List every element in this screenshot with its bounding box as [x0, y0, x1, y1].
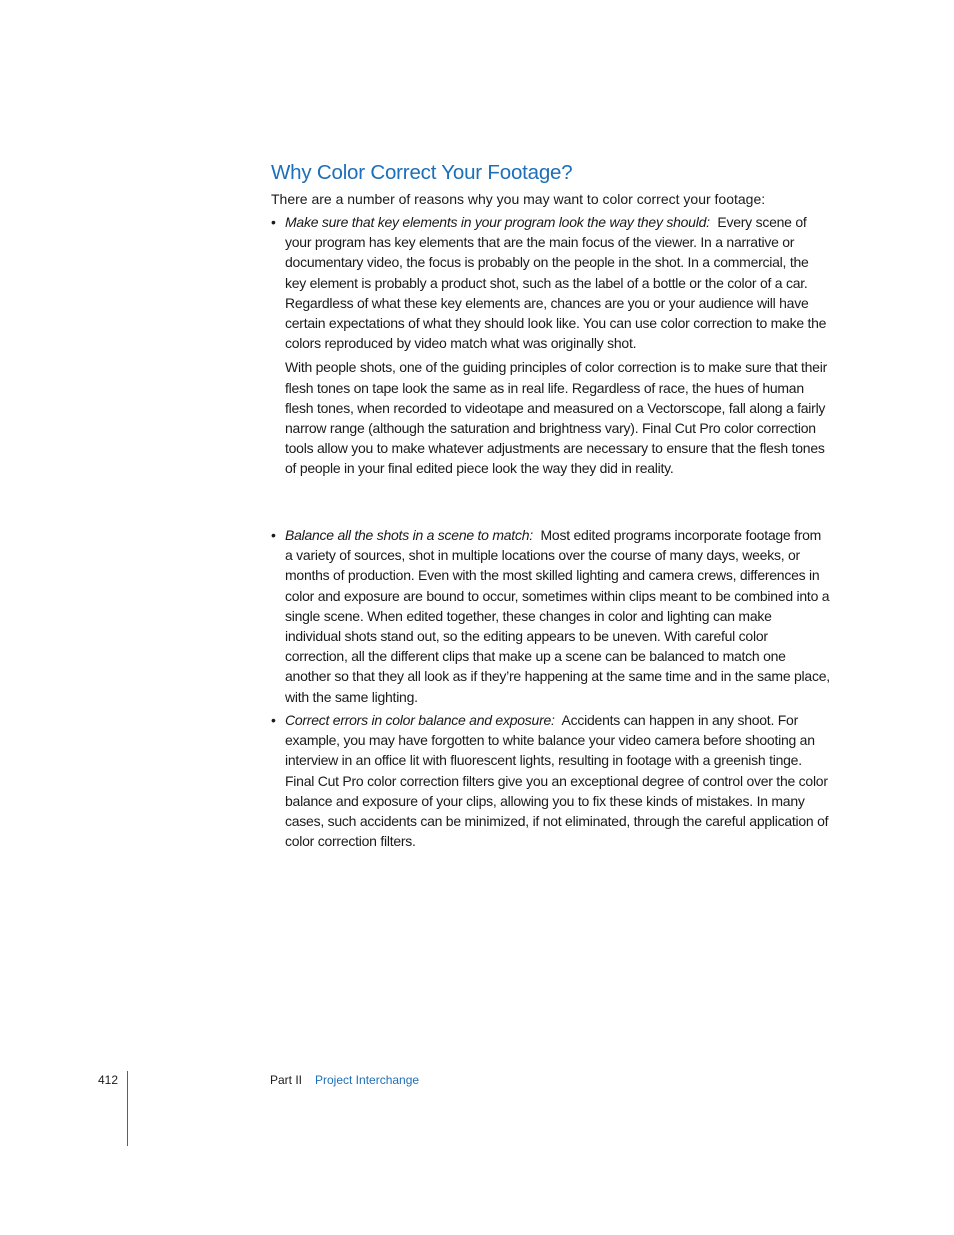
bullet-lead: Correct errors in color balance and exposure: [285, 712, 555, 728]
intro-paragraph: There are a number of reasons why you may want to color correct your footage: [271, 191, 766, 207]
page-number: 412 [98, 1073, 119, 1087]
bullet-text: Every scene of your program has key elements that are the main focus of the viewer. In a narrative or documentary video, the focus is probably on the people in the shot. In a commercial, the key element is probably a product shot, such as the label of a bottle or the color of a car. Regardless of what these key elements are, chances are you or your audience will have certain expectations of what they should look like. You can use color correction to make the colors reproduced by video match what was originally shot. [285, 214, 827, 352]
footer-part-label: Part II [270, 1073, 303, 1087]
bullet-list [271, 710, 831, 851]
bullet-item [271, 525, 831, 707]
bullet-lead: Balance all the shots in a scene to match: [285, 527, 533, 543]
bullet-paragraph [285, 710, 831, 851]
bullet-paragraph: With people shots, one of the guiding principles of color correction is to make sure that their flesh tones on tape look the same as in real life. Regardless of race, the hues of human flesh tones, when recorded to videotape and measured on a Vectorscope, fall along a fairly narrow range (although the saturation and brightness vary). Final Cut Pro color correction tools allow you to make whatever adjustments are necessary to ensure that the flesh tones of people in your final edited piece look the way they did in reality. [285, 359, 827, 477]
footer-divider [127, 1071, 128, 1146]
section-title: Why Color Correct Your Footage? [271, 161, 573, 184]
bullet-icon: • [271, 712, 276, 728]
bullet-text: Most edited programs incorporate footage from a variety of sources, shot in multiple locations over the course of many days, weeks, or months of production. Even with the most skilled lighting and camera crews, differences in color and exposure are bound to occur, sometimes within clips meant to be combined into a single scene. When edited together, these changes in color and lighting can make individual shots stand out, so the editing appears to be uneven. With careful color correction, all the different clips that make up a scene can be balanced to match one another so that they all look as if they’re happening at the same time and in the same place, with the same lighting. [285, 527, 830, 705]
bullet-paragraph [285, 212, 831, 353]
bullet-item [271, 212, 831, 479]
bullet-icon: • [271, 214, 276, 230]
footer-chapter-link[interactable]: Project Interchange [315, 1073, 420, 1087]
bullet-list [271, 212, 831, 479]
bullet-list [271, 525, 831, 707]
bullet-lead: Make sure that key elements in your program look the way they should: [285, 214, 710, 230]
bullet-icon: • [271, 527, 276, 543]
bullet-paragraph [285, 525, 831, 707]
bullet-item [271, 710, 831, 851]
bullet-text: Accidents can happen in any shoot. For example, you may have forgotten to white balance your video camera before shooting an interview in an office lit with fluorescent lights, resulting in footage with a greenish tinge. Final Cut Pro color correction filters give you an exceptional degree of control over the color balance and exposure of your clips, allowing you to fix these kinds of mistakes. In many cases, such accidents can be minimized, if not eliminated, through the careful application of color correction filters. [285, 712, 829, 850]
